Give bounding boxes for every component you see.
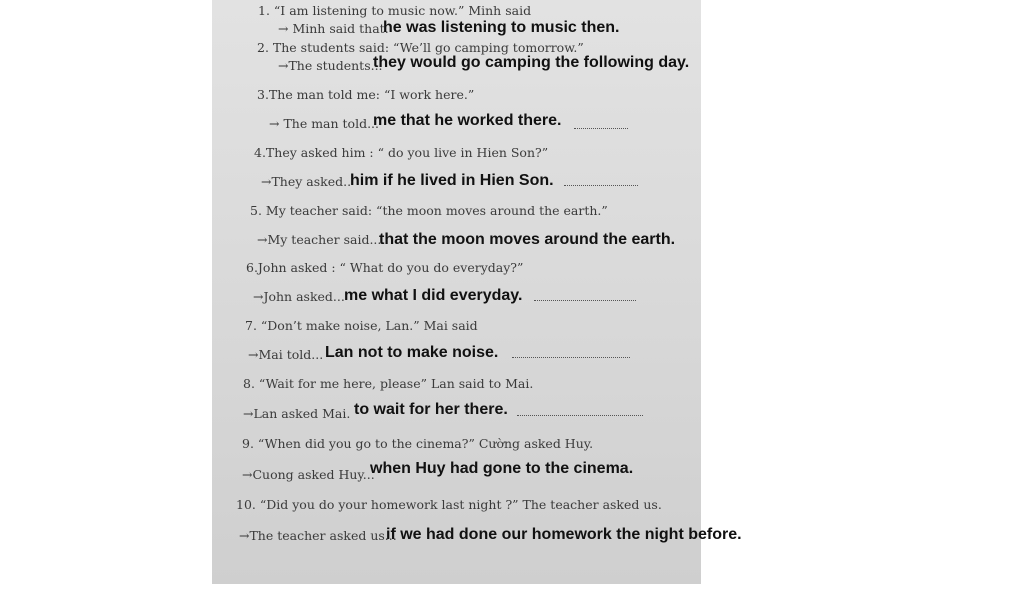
answer-10: if we had done our homework the night before. (386, 526, 742, 543)
question-4-stem: →They asked.. (261, 174, 352, 189)
question-6-stem: →John asked... (253, 289, 345, 304)
question-3-prompt: 3.The man told me: “I work here.” (257, 87, 475, 102)
question-7-prompt: 7. “Don’t make noise, Lan.” Mai said (245, 318, 478, 333)
answer-6: me what I did everyday. (344, 287, 523, 304)
answer-dots (574, 118, 628, 129)
answer-2: they would go camping the following day. (373, 54, 690, 71)
question-6-prompt: 6.John asked : “ What do you do everyday?” (246, 260, 524, 275)
question-10-stem: →The teacher asked us... (239, 528, 397, 543)
question-8-stem: →Lan asked Mai. (243, 406, 351, 421)
answer-5: that the moon moves around the earth. (379, 231, 676, 248)
answer-4: him if he lived in Hien Son. (350, 172, 554, 189)
answer-dots (534, 290, 636, 301)
question-7-stem: →Mai told... (248, 347, 324, 362)
question-1-prompt: 1. “I am listening to music now.” Minh said (258, 3, 532, 18)
answer-1: he was listening to music then. (383, 19, 620, 36)
answer-8: to wait for her there. (354, 401, 508, 418)
answer-9: when Huy had gone to the cinema. (370, 460, 634, 477)
question-2-prompt: 2. The students said: “We’ll go camping tomorrow.” (257, 40, 584, 55)
answer-3: me that he worked there. (373, 112, 562, 129)
question-10-prompt: 10. “Did you do your homework last night ?” The teacher asked us. (236, 497, 662, 512)
question-3-stem: → The man told... (269, 116, 380, 131)
answer-dots (564, 175, 638, 186)
answer-dots (512, 347, 630, 358)
question-4-prompt: 4.They asked him : “ do you live in Hien Son?” (254, 145, 549, 160)
question-2-stem: →The students... (278, 58, 383, 73)
question-1-stem: → Minh said that. (278, 21, 389, 36)
answer-dots (517, 405, 643, 416)
answer-7: Lan not to make noise. (325, 344, 499, 361)
question-5-prompt: 5. My teacher said: “the moon moves around the earth.” (250, 203, 608, 218)
question-9-prompt: 9. “When did you go to the cinema?” Cường asked Huy. (242, 436, 594, 451)
question-8-prompt: 8. “Wait for me here, please” Lan said to Mai. (243, 376, 534, 391)
question-5-stem: →My teacher said.... (257, 232, 386, 247)
question-9-stem: →Cuong asked Huy... (242, 467, 375, 482)
